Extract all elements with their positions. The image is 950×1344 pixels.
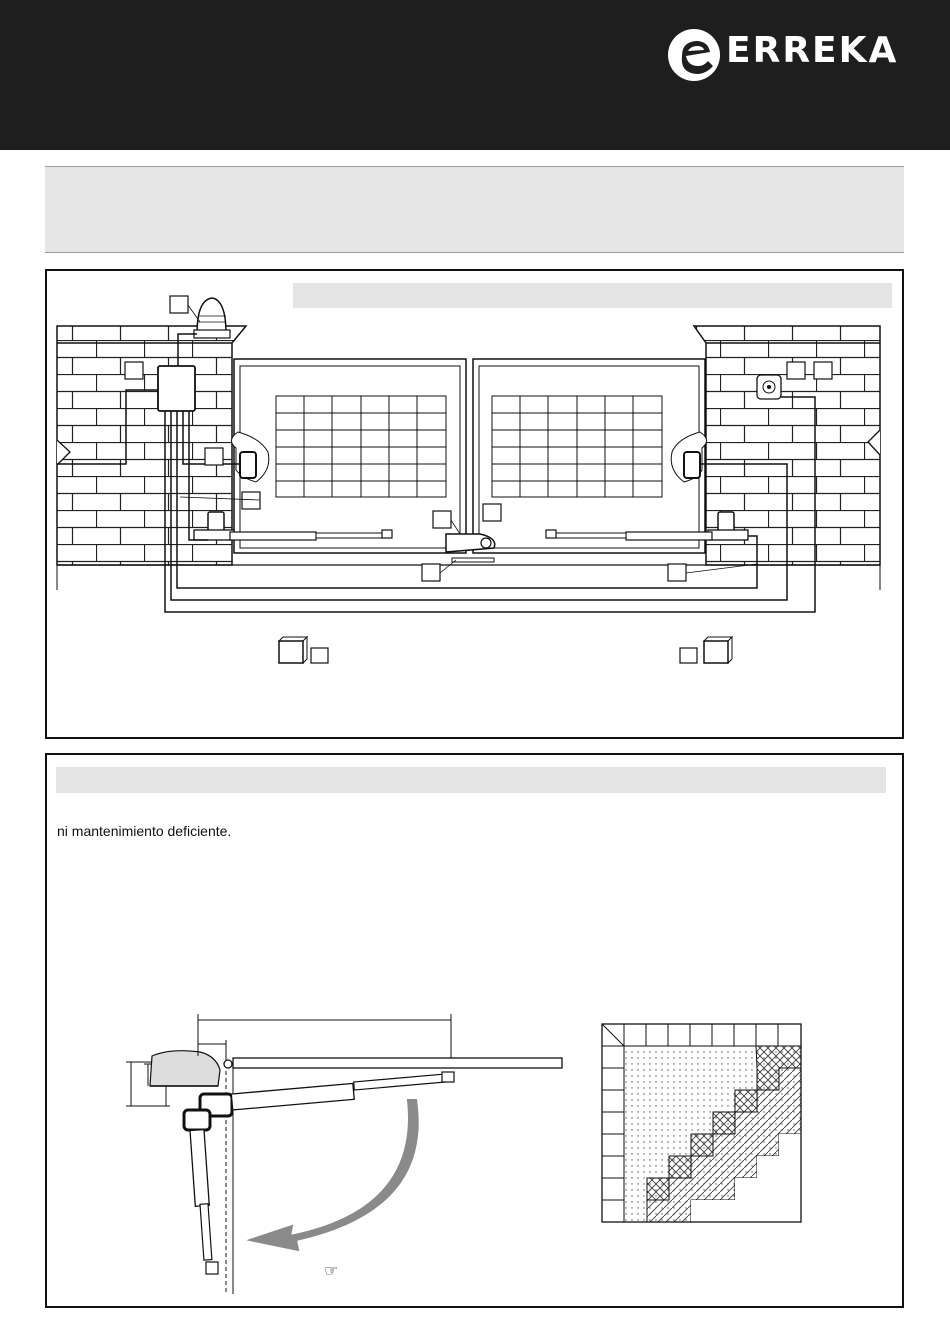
- safety-text: ni mantenimiento deficiente.: [57, 823, 232, 839]
- brand-name: ERREKA: [726, 30, 899, 71]
- installation-zone-grid: [602, 1024, 801, 1222]
- pillar-top-view: [150, 1051, 220, 1086]
- gate-leaf-closed: [233, 1058, 562, 1068]
- pointing-hand-icon: ☞: [324, 1261, 339, 1280]
- motor-open-position-icon: [184, 1110, 218, 1274]
- opening-direction-arrow-icon: [250, 1100, 418, 1250]
